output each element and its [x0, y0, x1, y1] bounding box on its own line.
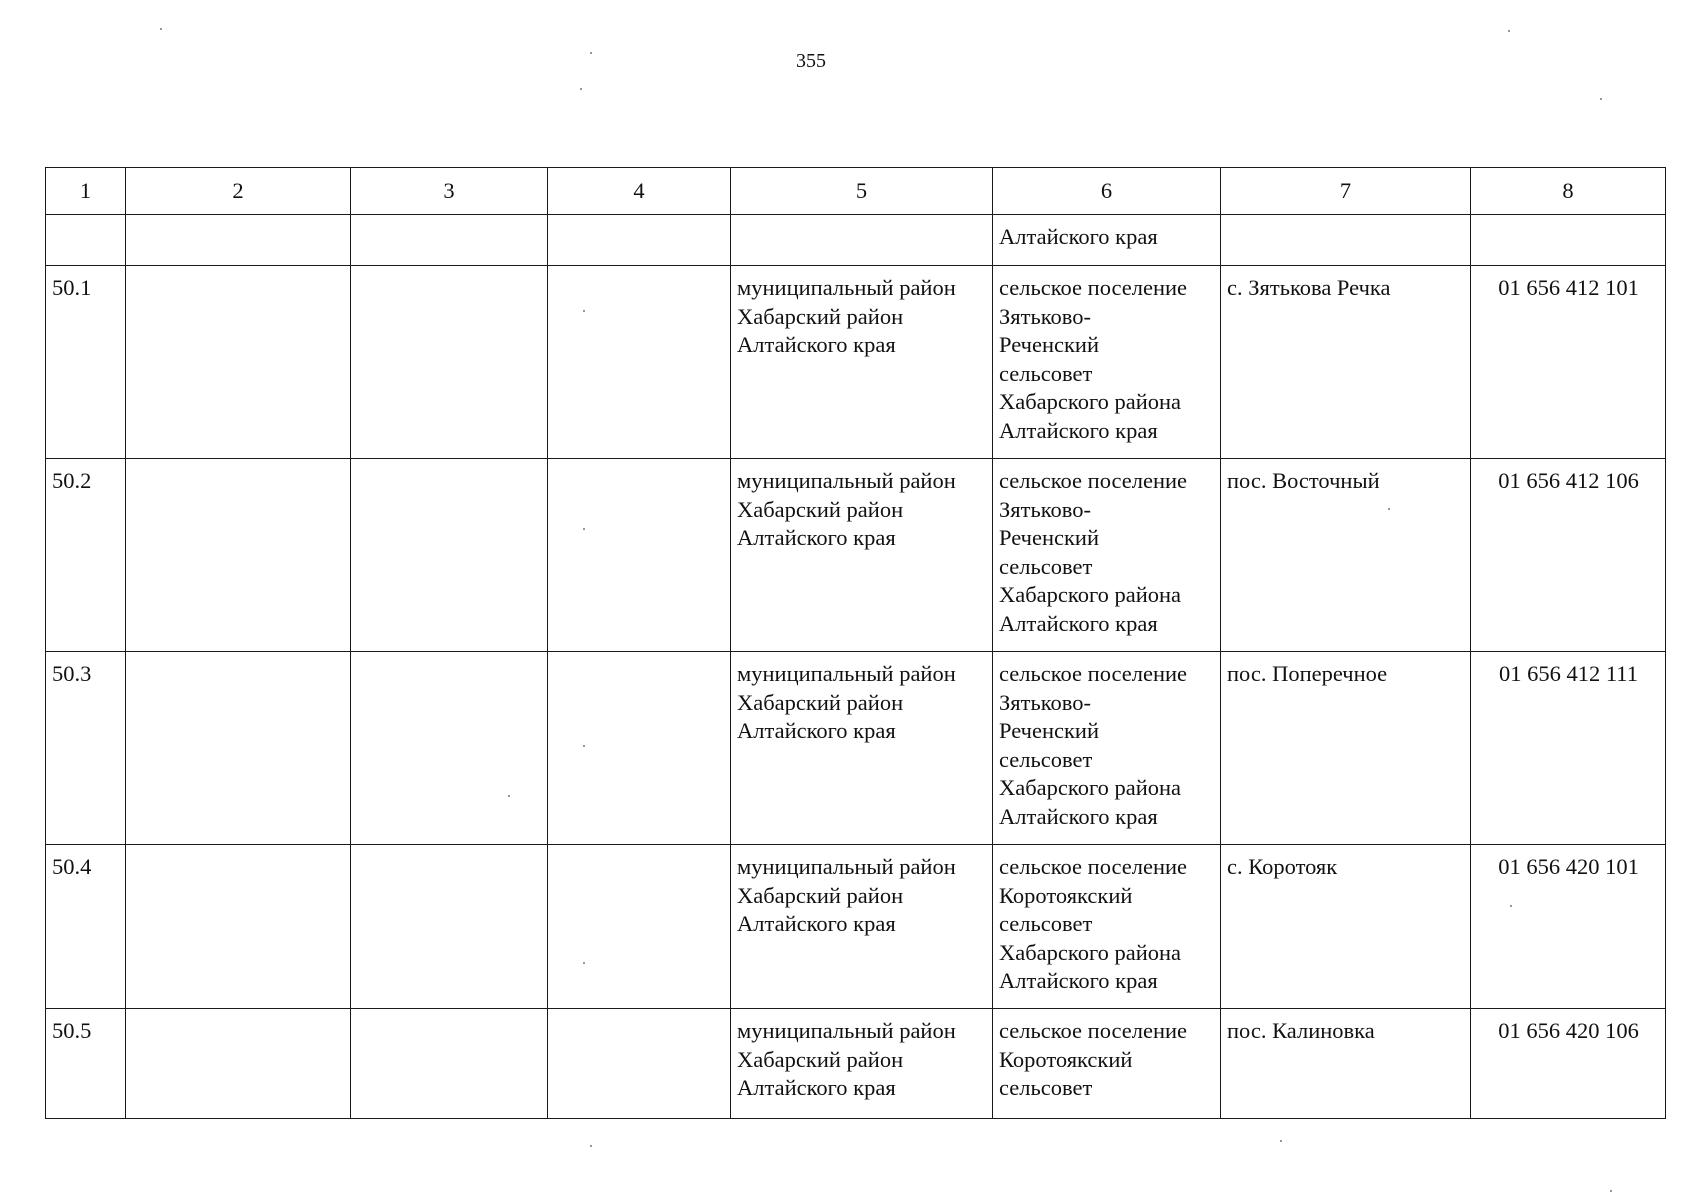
- cell-municipal-district: муниципальный район Хабарский район Алтайского края: [731, 845, 993, 1009]
- scan-speck: [590, 1145, 592, 1147]
- scan-speck: [1388, 508, 1390, 510]
- cell-number: 50.1: [46, 266, 126, 459]
- cell-number: 50.4: [46, 845, 126, 1009]
- cell-settlement: Алтайского края: [993, 215, 1221, 266]
- table-row: [46, 459, 1666, 652]
- cell-col2: [126, 459, 351, 652]
- cell-col3: [351, 215, 548, 266]
- scan-speck: [508, 795, 510, 797]
- cell-number: 50.3: [46, 652, 126, 845]
- cell-number: 50.5: [46, 1009, 126, 1119]
- cell-locality: пос. Поперечное: [1221, 652, 1471, 845]
- scan-speck: [583, 745, 585, 747]
- cell-col4: [548, 215, 731, 266]
- cell-col3: [351, 1009, 548, 1119]
- cell-col4: [548, 266, 731, 459]
- column-header: 5: [731, 168, 993, 215]
- scan-speck: [580, 88, 582, 90]
- cell-col4: [548, 652, 731, 845]
- table-row: [46, 652, 1666, 845]
- cell-code: 01 656 420 101: [1471, 845, 1666, 1009]
- scan-speck: [583, 962, 585, 964]
- scan-speck: [1600, 98, 1602, 100]
- cell-number: 50.2: [46, 459, 126, 652]
- header-row: [46, 168, 1666, 215]
- cell-col3: [351, 845, 548, 1009]
- scan-speck: [1508, 30, 1510, 32]
- cell-col2: [126, 652, 351, 845]
- scan-speck: [160, 28, 162, 30]
- cell-col4: [548, 1009, 731, 1119]
- table-row: [46, 1009, 1666, 1119]
- cell-locality: пос. Калиновка: [1221, 1009, 1471, 1119]
- column-header: 7: [1221, 168, 1471, 215]
- column-header: 1: [46, 168, 126, 215]
- table-row: [46, 215, 1666, 266]
- table-row: [46, 845, 1666, 1009]
- scan-speck: [583, 310, 585, 312]
- cell-municipal-district: муниципальный район Хабарский район Алтайского края: [731, 266, 993, 459]
- page-number: 355: [796, 50, 826, 72]
- cell-locality: [1221, 215, 1471, 266]
- cell-municipal-district: [731, 215, 993, 266]
- cell-locality: с. Коротояк: [1221, 845, 1471, 1009]
- scan-speck: [583, 528, 585, 530]
- column-header: 2: [126, 168, 351, 215]
- table-row: [46, 266, 1666, 459]
- cell-locality: с. Зятькова Речка: [1221, 266, 1471, 459]
- cell-col3: [351, 652, 548, 845]
- scan-speck: [1610, 1190, 1612, 1192]
- cell-number: [46, 215, 126, 266]
- cell-settlement: сельское поселение Коротоякский сельсовет Хабарского района Алтайского края: [993, 845, 1221, 1009]
- data-table: [45, 167, 1666, 1119]
- cell-municipal-district: муниципальный район Хабарский район Алтайского края: [731, 459, 993, 652]
- cell-col2: [126, 266, 351, 459]
- cell-col3: [351, 266, 548, 459]
- cell-code: [1471, 215, 1666, 266]
- cell-settlement: сельское поселение Зятьково- Реченский сельсовет Хабарского района Алтайского края: [993, 459, 1221, 652]
- cell-settlement: сельское поселение Зятьково- Реченский сельсовет Хабарского района Алтайского края: [993, 266, 1221, 459]
- cell-code: 01 656 412 111: [1471, 652, 1666, 845]
- cell-col3: [351, 459, 548, 652]
- cell-col4: [548, 459, 731, 652]
- cell-settlement: сельское поселение Коротоякский сельсовет: [993, 1009, 1221, 1119]
- column-header: 6: [993, 168, 1221, 215]
- cell-settlement: сельское поселение Зятьково- Реченский сельсовет Хабарского района Алтайского края: [993, 652, 1221, 845]
- cell-col2: [126, 845, 351, 1009]
- cell-locality: пос. Восточный: [1221, 459, 1471, 652]
- column-header: 8: [1471, 168, 1666, 215]
- cell-col2: [126, 1009, 351, 1119]
- scan-speck: [1510, 905, 1512, 907]
- column-header: 4: [548, 168, 731, 215]
- cell-municipal-district: муниципальный район Хабарский район Алтайского края: [731, 1009, 993, 1119]
- cell-col4: [548, 845, 731, 1009]
- cell-col2: [126, 215, 351, 266]
- scan-speck: [1280, 1140, 1282, 1142]
- scan-speck: [590, 52, 592, 54]
- column-header: 3: [351, 168, 548, 215]
- cell-code: 01 656 412 101: [1471, 266, 1666, 459]
- cell-code: 01 656 412 106: [1471, 459, 1666, 652]
- cell-code: 01 656 420 106: [1471, 1009, 1666, 1119]
- cell-municipal-district: муниципальный район Хабарский район Алтайского края: [731, 652, 993, 845]
